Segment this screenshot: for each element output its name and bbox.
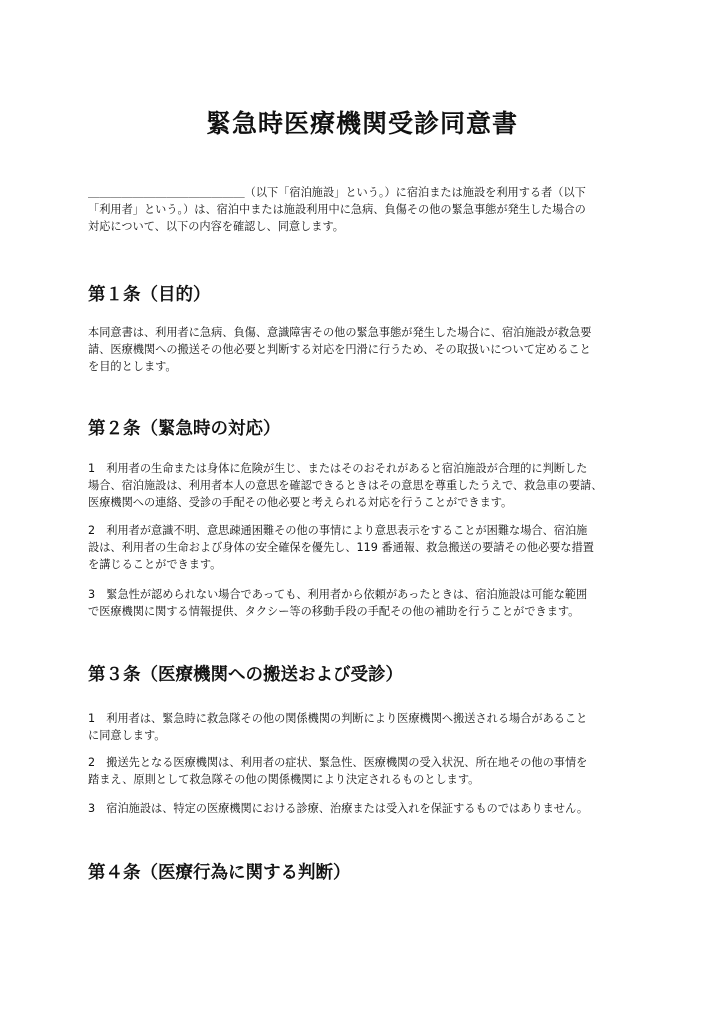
paragraph-line: 1 利用者の生命または身体に危険が生じ、またはそのおそれがあると宿泊施設が合理的に判断した [88, 462, 588, 475]
paragraph-line: を講じることができます。 [88, 558, 222, 571]
paragraph-line: 3 緊急性が認められない場合であっても、利用者から依頼があったときは、宿泊施設は可能な範囲 [88, 588, 588, 601]
article-3-paragraph-3 [88, 800, 648, 817]
document-title: 緊急時医療機関受診同意書 [205, 109, 518, 138]
paragraph-line: 2 搬送先となる医療機関は、利用者の症状、緊急性、医療機関の受入状況、所在地その他の事情を [88, 756, 588, 769]
article-2-paragraph-3 [88, 586, 648, 620]
article-2-paragraph-1 [88, 460, 648, 511]
paragraph-line: 踏まえ、原則として救急隊その他の関係機関により決定されるものとします。 [88, 773, 480, 786]
intro-paragraph [88, 184, 648, 235]
paragraph-line: 3 宿泊施設は、特定の医療機関における診療、治療または受入れを保証するものではありません。 [88, 802, 589, 815]
intro-line: 「利用者」という。）は、宿泊中または施設利用中に急病、負傷その他の緊急事態が発生した場合の [88, 203, 586, 216]
paragraph-line: 本同意書は、利用者に急病、負傷、意識障害その他の緊急事態が発生した場合に、宿泊施設が救急要 [88, 326, 592, 339]
article-3-paragraph-2 [88, 754, 648, 788]
paragraph-line: 請、医療機関への搬送その他必要と判断する対応を円滑に行うため、その取扱いについて定めること [88, 343, 591, 356]
paragraph-line: を目的とします。 [88, 360, 177, 373]
article-1-paragraph-1 [88, 324, 648, 375]
intro-line: ＿＿＿＿＿＿＿＿＿＿＿＿＿＿（以下「宿泊施設」という。）に宿泊または施設を利用する者（以下 [88, 186, 586, 199]
article-3-heading: 第３条（医療機関への搬送および受診） [88, 665, 403, 685]
article-1-heading: 第１条（目的） [88, 285, 211, 305]
article-4-heading: 第４条（医療行為に関する判断） [88, 863, 351, 883]
paragraph-line: 2 利用者が意識不明、意思疎通困難その他の事情により意思表示をすることが困難な場合、宿泊施 [88, 524, 588, 537]
paragraph-line: で医療機関に関する情報提供、タクシー等の移動手段の手配その他の補助を行うことができます。 [88, 605, 580, 618]
paragraph-line: 場合、宿泊施設は、利用者本人の意思を確認できるときはその意思を尊重したうえで、救急車の要請、 [88, 479, 603, 492]
article-2-paragraph-2 [88, 522, 648, 573]
article-2-heading: 第２条（緊急時の対応） [88, 419, 281, 439]
paragraph-line: に同意します。 [88, 729, 166, 742]
paragraph-line: 1 利用者は、緊急時に救急隊その他の関係機関の判断により医療機関へ搬送される場合があること [88, 712, 588, 725]
paragraph-line: 医療機関への連絡、受診の手配その他必要と考えられる対応を行うことができます。 [88, 496, 513, 509]
paragraph-line: 設は、利用者の生命および身体の安全確保を優先し、119 番通報、救急搬送の要請その他必要な措置 [88, 541, 594, 554]
article-3-paragraph-1 [88, 710, 648, 744]
intro-line: 対応について、以下の内容を確認し、同意します。 [88, 220, 344, 233]
